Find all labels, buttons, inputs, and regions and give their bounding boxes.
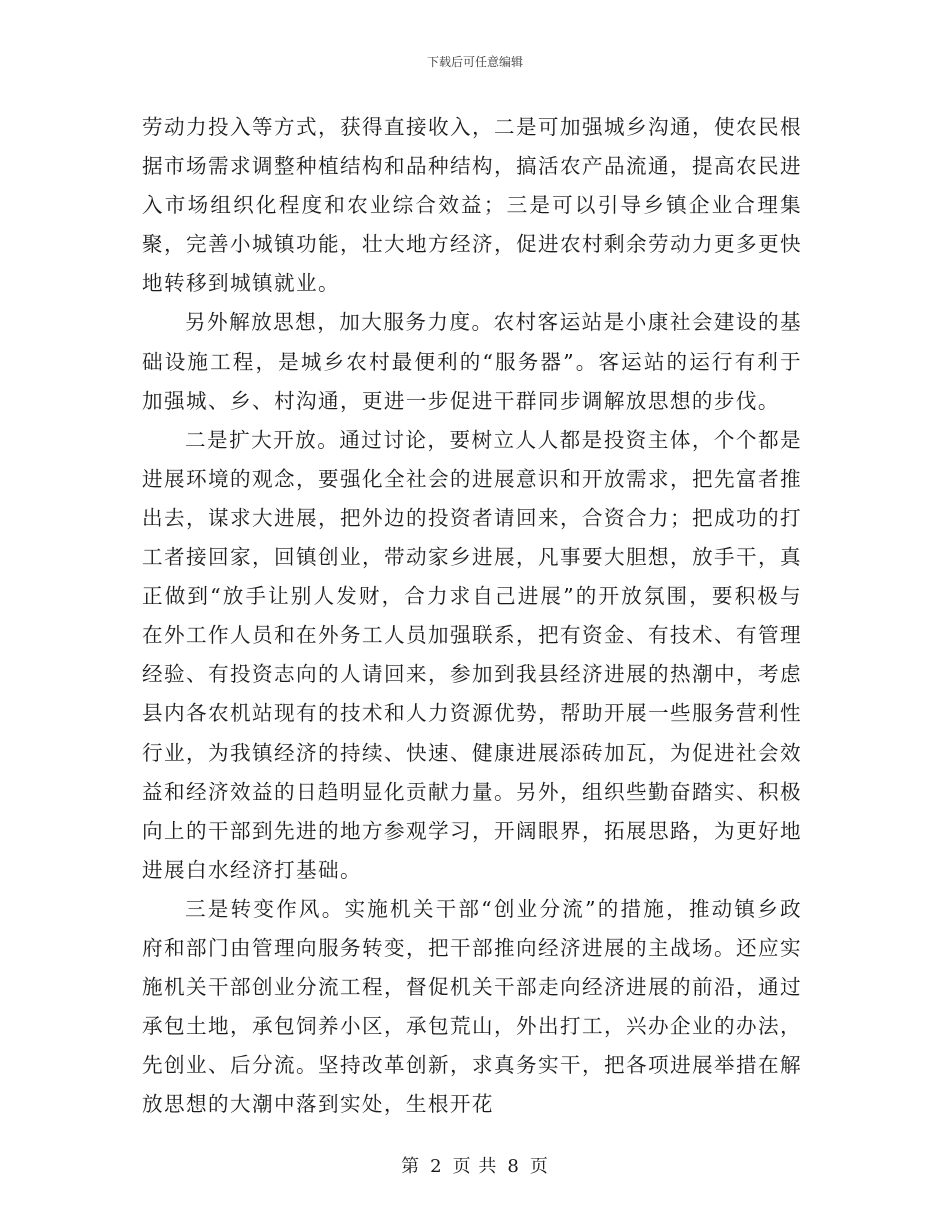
header-note: 下载后可任意编辑 xyxy=(426,55,523,69)
page-number-footer xyxy=(0,1152,950,1178)
current-page-number: 2 xyxy=(430,1156,443,1177)
paragraph-2: 另外解放思想，加大服务力度。农村客运站是小康社会建设的基础设施工程，是城乡农村最便利的“服务器”。客运站的运行有利于加强城、乡、村沟通，更进一步促进干群同步调解放思想的步伐。 xyxy=(142,310,802,413)
footer-middle: 页 共 xyxy=(452,1156,498,1177)
footer-prefix: 第 xyxy=(401,1156,421,1177)
body-text xyxy=(142,108,802,1124)
paragraph-4: 三是转变作风。实施机关干部“创业分流”的措施，推动镇乡政府和部门由管理向服务转变，把干部推向经济进展的主战场。还应实施机关干部创业分流工程，督促机关干部走向经济进展的前沿，通过承包土地，承包饲养小区，承包荒山，外出打工，兴办企业的办法，先创业、后分流。坚持改革创新，求真务实干，把各项进展举措在解放思想的大潮中落到实处，生根开花 xyxy=(142,896,802,1117)
paragraph-3: 二是扩大开放。通过讨论，要树立人人都是投资主体，个个都是进展环境的观念，要强化全社会的进展意识和开放需求，把先富者推出去，谋求大进展，把外边的投资者请回来，合资合力；把成功的打工者接回家，回镇创业，带动家乡进展，凡事要大胆想，放手干，真正做到“放手让别人发财，合力求自己进展”的开放氛围，要积极与在外工作人员和在外务工人员加强联系，把有资金、有技术、有管理经验、有投资志向的人请回来，参加到我县经济进展的热潮中，考虑县内各农机站现有的技术和人力资源优势，帮助开展一些服务营利性行业，为我镇经济的持续、快速、健康进展添砖加瓦，为促进社会效益和经济效益的日趋明显化贡献力量。另外，组织些勤奋踏实、积极向上的干部到先进的地方参观学习，开阔眼界，拓展思路，为更好地进展白水经济打基础。 xyxy=(142,427,802,882)
footer-suffix: 页 xyxy=(529,1156,549,1177)
paragraph-1: 劳动力投入等方式，获得直接收入，二是可加强城乡沟通，使农民根据市场需求调整种植结构和品种结构，搞活农产品流通，提高农民进入市场组织化程度和农业综合效益；三是可以引导乡镇企业合理集聚，完善小城镇功能，壮大地方经济，促进农村剩余劳动力更多更快地转移到城镇就业。 xyxy=(142,115,802,296)
total-pages-number: 8 xyxy=(507,1156,520,1177)
